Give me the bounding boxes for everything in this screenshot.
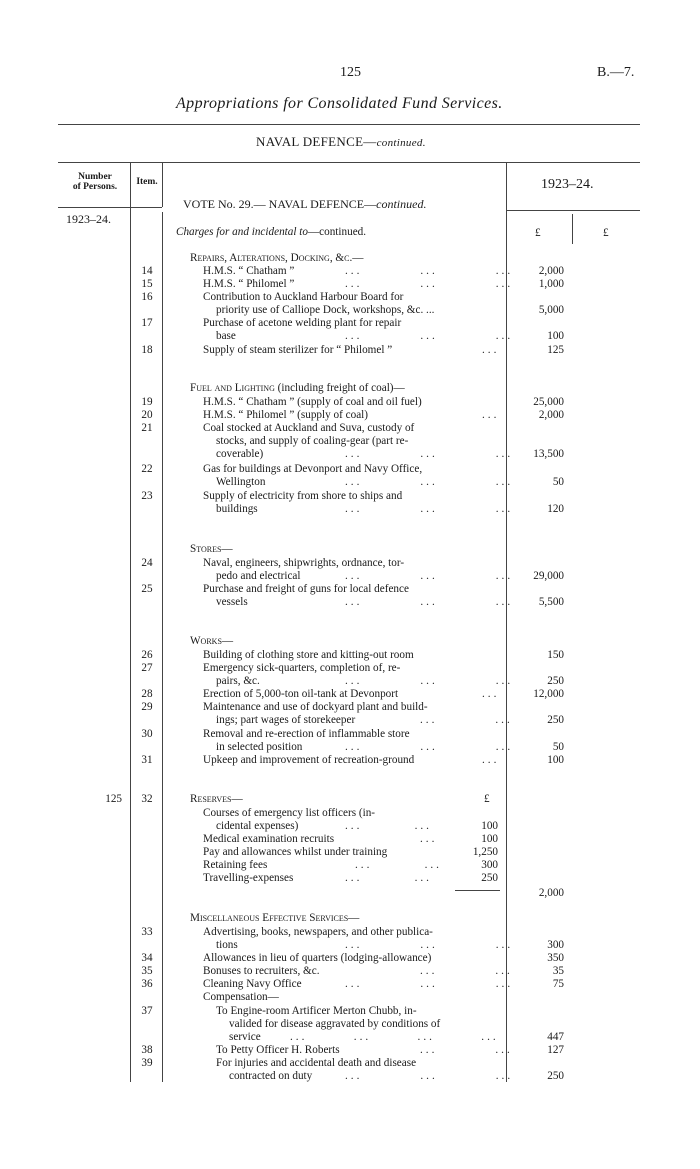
header-bottom-rule-left [58, 207, 162, 208]
table-top-rule [58, 162, 640, 163]
document-reference: B.—7. [597, 65, 635, 80]
item-description: Bonuses to recruiters, &c. [203, 965, 320, 977]
leader-dots: ... ... ... [345, 448, 514, 460]
reserve-line: Travelling-expenses [203, 872, 294, 884]
leader-dots: ... ... ... [345, 476, 514, 488]
item-number: 17 [141, 317, 153, 329]
reserve-amount: 1,250 [472, 846, 498, 858]
item-description-cont: priority use of Calliope Dock, workshops, &c. ... [216, 304, 435, 316]
reserve-line: Pay and allowances whilst under training [203, 846, 388, 858]
leader-dots: ... ... ... [345, 741, 514, 753]
item-description-cont: valided for disease aggravated by conditions of [229, 1018, 441, 1030]
repairs-heading: Repairs, Alterations, Docking, &c.— [190, 252, 364, 264]
item-description: Allowances in lieu of quarters (lodging-allowance) [203, 952, 432, 964]
leader-dots: ... ... ... [345, 278, 514, 290]
item-number: 34 [141, 952, 153, 964]
item-amount: 120 [547, 503, 564, 515]
compensation-heading: Compensation— [203, 991, 279, 1003]
leader-dots: ... ... [420, 1044, 513, 1056]
item-description: Emergency sick-quarters, completion of, re- [203, 662, 401, 674]
item-amount: 12,000 [533, 688, 564, 700]
item-description: H.M.S. “ Chatham ” (supply of coal and oil fuel) [203, 396, 422, 408]
item-amount: 50 [552, 476, 564, 488]
header-rule [58, 124, 640, 125]
item-amount: 29,000 [533, 570, 564, 582]
item-amount: 75 [552, 978, 564, 990]
reserve-amount: 100 [481, 833, 498, 845]
item-number: 24 [141, 557, 153, 569]
leader-dots: ... [482, 344, 500, 356]
item-number: 15 [141, 278, 153, 290]
item-column-rule-top [162, 162, 163, 207]
item-number: 25 [141, 583, 153, 595]
item-amount: 125 [547, 344, 564, 356]
item-amount: 5,500 [538, 596, 564, 608]
leader-dots: ... [420, 833, 438, 845]
item-amount: 5,000 [538, 304, 564, 316]
item-amount: 100 [547, 754, 564, 766]
subtotal-rule [455, 890, 500, 891]
item-amount: 250 [547, 1070, 564, 1082]
leader-dots: ... ... ... [345, 939, 514, 951]
item-description: Contribution to Auckland Harbour Board for [203, 291, 404, 303]
item-amount: 13,500 [533, 448, 564, 460]
reserve-line: Medical examination recruits [203, 833, 335, 845]
leader-dots: ... ... ... [345, 503, 514, 515]
item-description: Purchase and freight of guns for local defence [203, 583, 409, 595]
item-amount: 250 [547, 714, 564, 726]
item-number: 36 [141, 978, 153, 990]
item-description: Advertising, books, newspapers, and other publica- [203, 926, 433, 938]
item-description-cont: base [216, 330, 236, 342]
year-header: 1923–24. [541, 177, 594, 192]
reserve-amount: 250 [481, 872, 498, 884]
works-heading: Works— [190, 635, 234, 647]
leader-dots: ... ... ... ... [290, 1031, 499, 1043]
leader-dots: ... [482, 754, 500, 766]
item-description: Gas for buildings at Devonport and Navy Office, [203, 463, 423, 475]
item-description-cont: pedo and electrical [216, 570, 301, 582]
item-number: 39 [141, 1057, 153, 1069]
item-number: 26 [141, 649, 153, 661]
item-amount: 2,000 [538, 409, 564, 421]
page-title: Appropriations for Consolidated Fund Services. [176, 95, 503, 112]
leader-dots: ... [482, 409, 500, 421]
item-description: To Petty Officer H. Roberts [216, 1044, 340, 1056]
leader-dots: ... ... ... [345, 1070, 514, 1082]
reserves-total: 2,000 [538, 887, 564, 899]
item-number: 28 [141, 688, 153, 700]
leader-dots: ... ... [345, 872, 432, 884]
pound-sign-col2: £ [603, 227, 609, 239]
leader-dots: ... ... ... [345, 570, 514, 582]
leader-dots: ... ... ... [345, 265, 514, 277]
item-amount: 1,000 [538, 278, 564, 290]
item-description-cont: ings; part wages of storekeeper [216, 714, 356, 726]
item-header: Item. [136, 177, 158, 187]
persons-column-rule [130, 162, 131, 1082]
reserve-amount: 100 [481, 820, 498, 832]
item-number: 20 [141, 409, 153, 421]
item-number: 23 [141, 490, 153, 502]
item-description-cont: pairs, &c. [216, 675, 260, 687]
leader-dots: ... ... ... [345, 330, 514, 342]
item-description: H.M.S. “ Philomel ” (supply of coal) [203, 409, 368, 421]
leader-dots: ... ... [355, 859, 442, 871]
reserve-amount: 300 [481, 859, 498, 871]
item-description: Supply of electricity from shore to ships and [203, 490, 403, 502]
item-number: 33 [141, 926, 153, 938]
leader-dots: ... ... ... [345, 675, 514, 687]
reserve-line: Courses of emergency list officers (in- [203, 807, 376, 819]
item-description: Maintenance and use of dockyard plant and build- [203, 701, 428, 713]
item-amount: 350 [547, 952, 564, 964]
leader-dots: ... ... [420, 714, 513, 726]
item-description-cont: in selected position [216, 741, 303, 753]
item-description: To Engine-room Artificer Merton Chubb, in- [216, 1005, 417, 1017]
item-description-cont: service [229, 1031, 261, 1043]
year-label-left: 1923–24. [66, 212, 111, 226]
item-description: For injuries and accidental death and disease [216, 1057, 417, 1069]
item-description: Erection of 5,000-ton oil-tank at Devonport [203, 688, 399, 700]
item-amount: 300 [547, 939, 564, 951]
persons-count: 125 [105, 793, 122, 805]
vote-title: VOTE No. 29.— NAVAL DEFENCE—continued. [183, 197, 427, 211]
item-number: 16 [141, 291, 153, 303]
item-number: 38 [141, 1044, 153, 1056]
reserve-line: Retaining fees [203, 859, 268, 871]
item-number: 21 [141, 422, 153, 434]
item-amount: 100 [547, 330, 564, 342]
item-amount: 127 [547, 1044, 564, 1056]
item-number: 14 [141, 265, 153, 277]
item-number: 32 [141, 793, 153, 805]
item-description: Supply of steam sterilizer for “ Philomel ” [203, 344, 393, 356]
pound-sign-col1: £ [535, 227, 541, 239]
item-number: 31 [141, 754, 153, 766]
item-number: 19 [141, 396, 153, 408]
item-amount: 250 [547, 675, 564, 687]
item-column-rule [162, 212, 163, 1082]
item-number: 37 [141, 1005, 153, 1017]
item-description: Upkeep and improvement of recreation-ground [203, 754, 415, 766]
item-description: Coal stocked at Auckland and Suva, custody of [203, 422, 415, 434]
item-description: H.M.S. “ Chatham ” [203, 265, 295, 277]
item-description-cont: Wellington [216, 476, 266, 488]
page-number: 125 [340, 65, 361, 80]
item-number: 22 [141, 463, 153, 475]
reserves-heading: Reserves— [190, 793, 243, 805]
item-number: 27 [141, 662, 153, 674]
reserves-pound-sign: £ [484, 793, 490, 805]
number-of-persons-header: Number of Persons. [72, 172, 118, 192]
item-amount: 447 [547, 1031, 564, 1043]
leader-dots: ... ... ... [345, 978, 514, 990]
item-amount: 2,000 [538, 265, 564, 277]
pound-divider [572, 214, 573, 244]
item-number: 30 [141, 728, 153, 740]
item-number: 18 [141, 344, 153, 356]
item-description: Purchase of acetone welding plant for repair [203, 317, 402, 329]
item-description-cont: coverable) [216, 448, 264, 460]
item-description: H.M.S. “ Philomel ” [203, 278, 295, 290]
leader-dots: ... ... ... [345, 596, 514, 608]
header-bottom-rule-right [506, 210, 640, 211]
item-description: Building of clothing store and kitting-out room [203, 649, 414, 661]
charges-heading: Charges for and incidental to—continued. [176, 226, 367, 238]
leader-dots: ... ... [420, 965, 513, 977]
reserve-line: cidental expenses) [216, 820, 299, 832]
fuel-heading: Fuel and Lighting (including freight of coal)— [190, 382, 405, 394]
item-description: Cleaning Navy Office [203, 978, 302, 990]
item-description: Removal and re-erection of inflammable store [203, 728, 410, 740]
item-amount: 150 [547, 649, 564, 661]
item-description-cont: buildings [216, 503, 258, 515]
item-description-cont: vessels [216, 596, 248, 608]
item-number: 35 [141, 965, 153, 977]
stores-heading: Stores— [190, 543, 233, 555]
leader-dots: ... ... [345, 820, 432, 832]
item-amount: 25,000 [533, 396, 564, 408]
section-title: NAVAL DEFENCE—continued. [256, 134, 426, 149]
item-amount: 35 [552, 965, 564, 977]
item-description: Naval, engineers, shipwrights, ordnance, tor- [203, 557, 405, 569]
item-description-cont: tions [216, 939, 238, 951]
item-description-cont: stocks, and supply of coaling-gear (part re- [216, 435, 409, 447]
item-description-cont: contracted on duty [229, 1070, 313, 1082]
leader-dots: ... [482, 688, 500, 700]
item-amount: 50 [552, 741, 564, 753]
misc-heading: Miscellaneous Effective Services— [190, 912, 360, 924]
item-number: 29 [141, 701, 153, 713]
